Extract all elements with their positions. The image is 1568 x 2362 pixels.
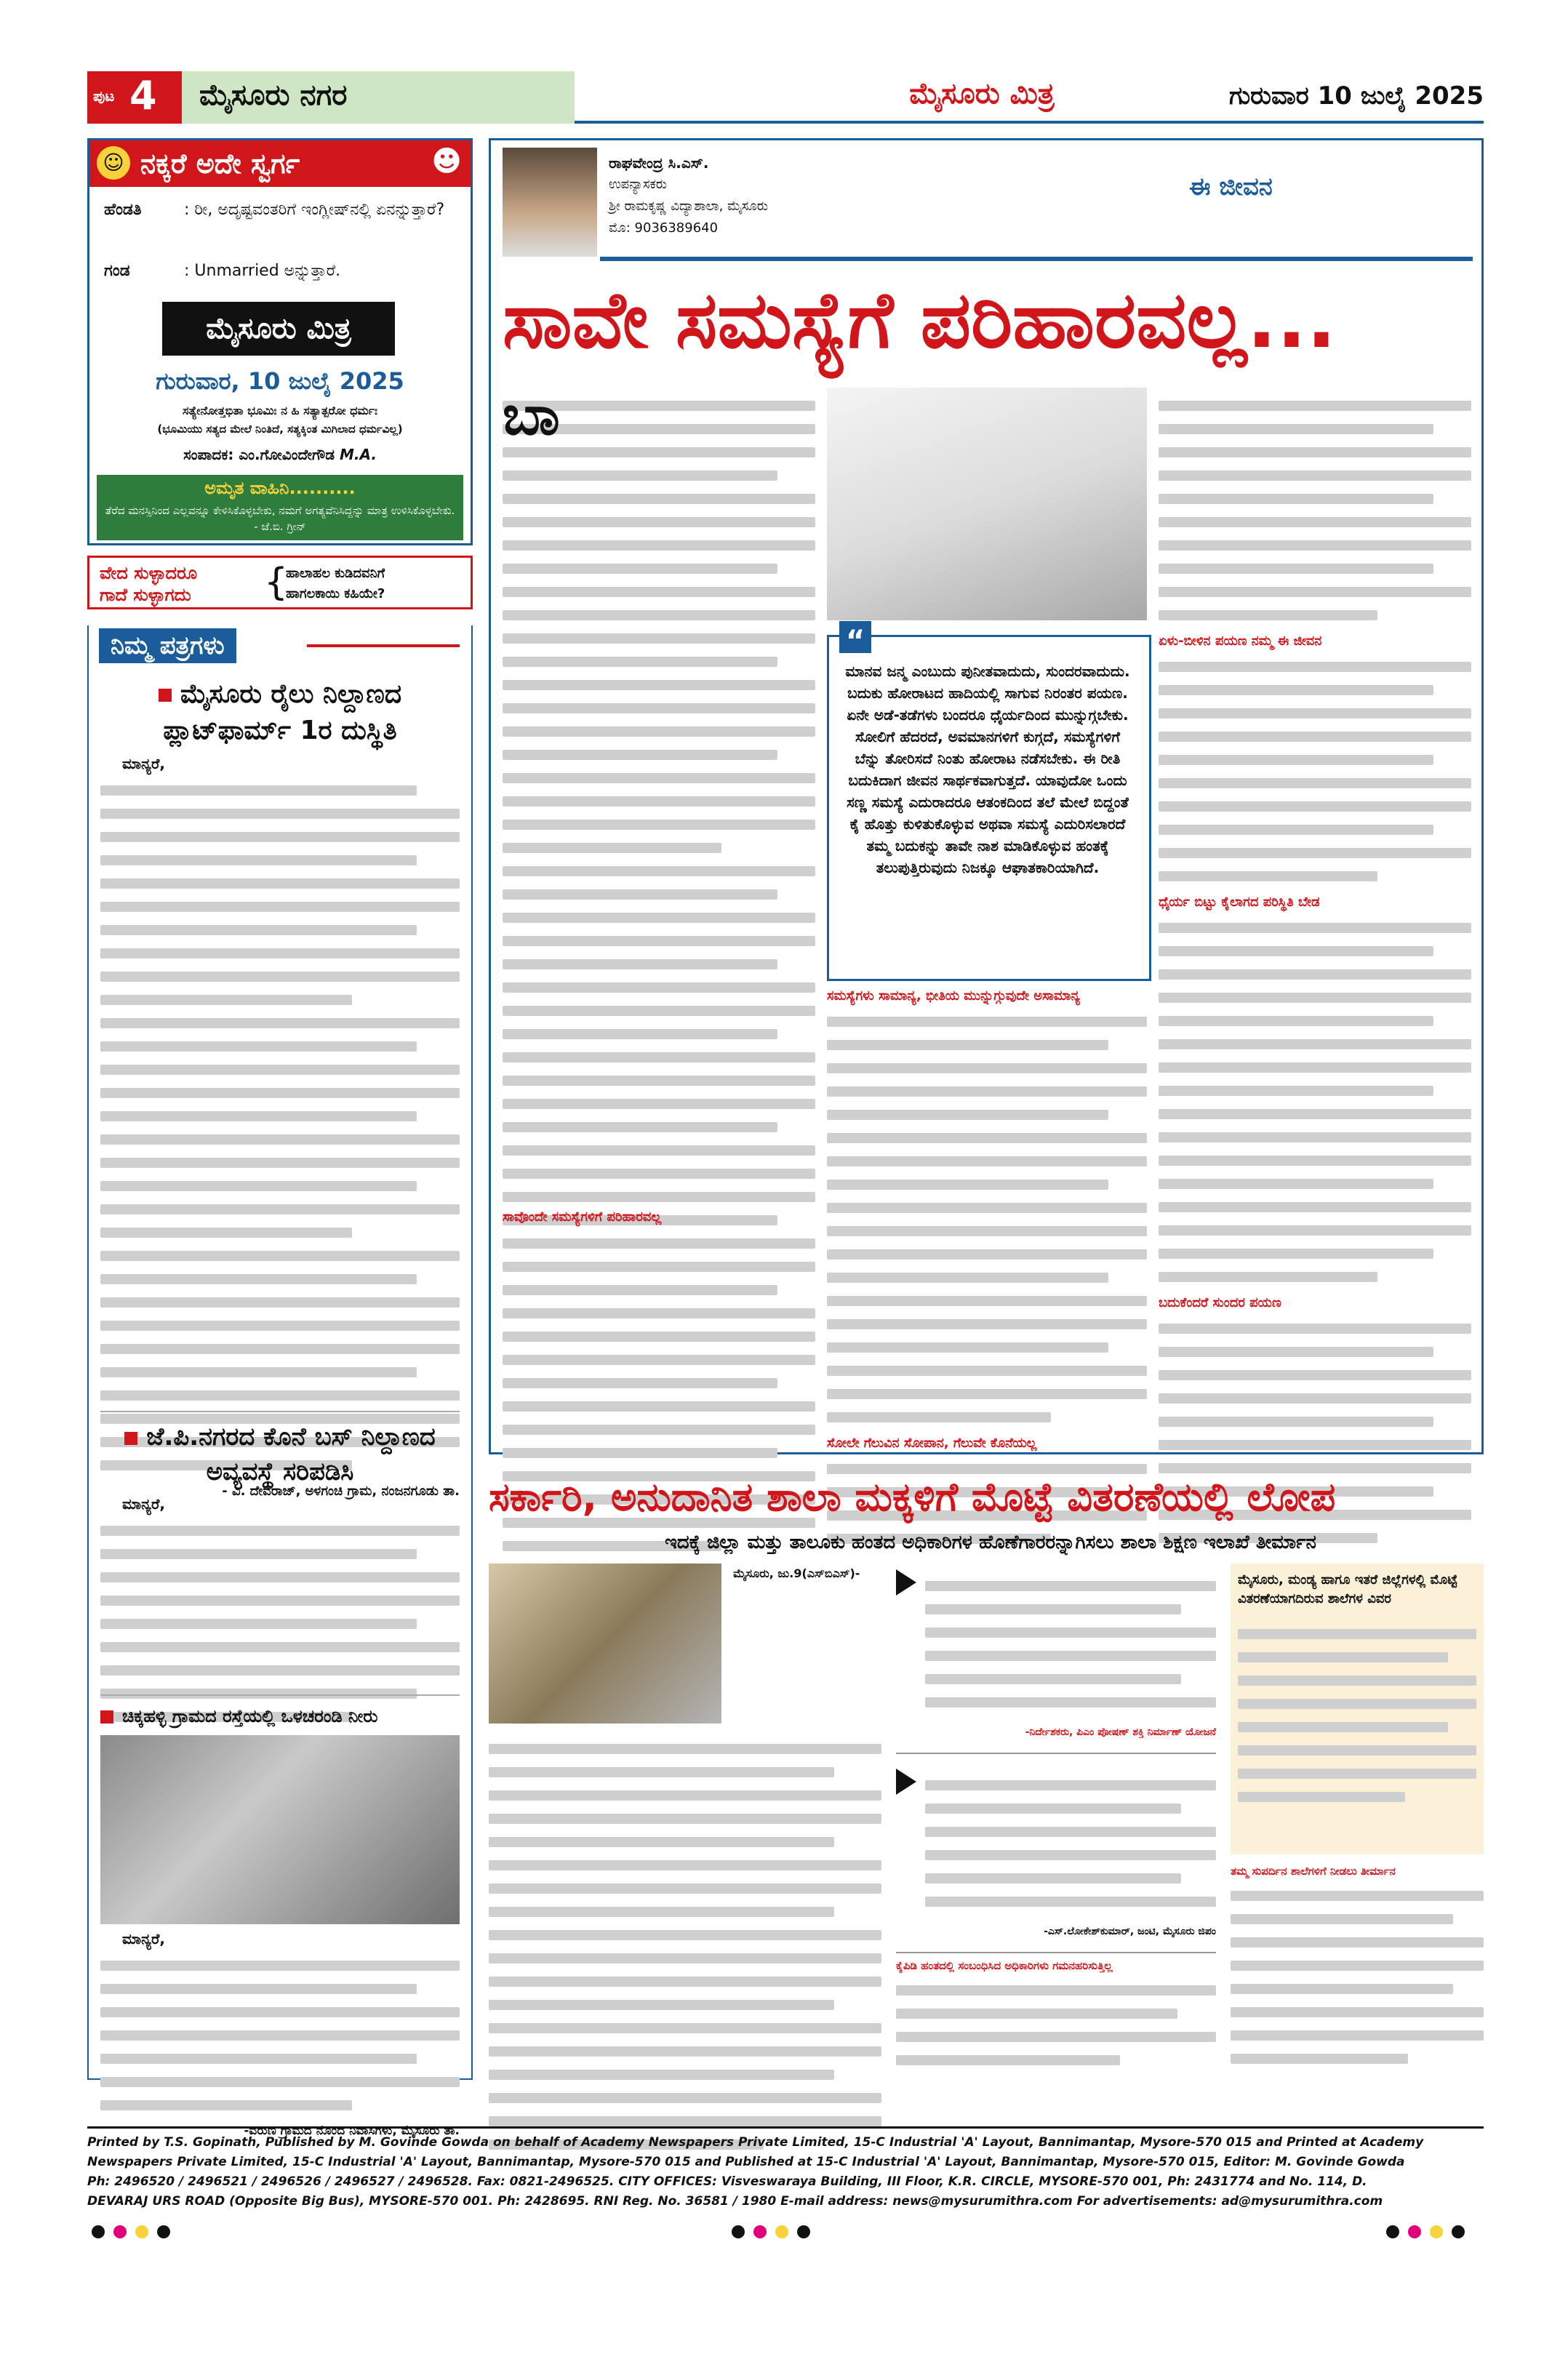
pullquote-box [827, 625, 1151, 981]
veda-left-1: ವೇದ ಸುಳ್ಳಾದರೂ [100, 563, 198, 583]
letter-3-title [100, 1703, 460, 1729]
article-photo [827, 388, 1147, 620]
scarecrow-icon: ☻ [431, 145, 462, 178]
sidebar-title: ಮೈಸೂರು, ಮಂಡ್ಯ ಹಾಗೂ ಇತರೆ ಜಿಲ್ಲೆಗಳಲ್ಲಿ ಮೊಟ್ಟೆ ವಿತರಣೆಯಾಗದಿರುವ ಶಾಲೆಗಳ ವಿವರ [1238, 1572, 1458, 1606]
joke-title-bar [89, 140, 471, 187]
yellow-dot-icon [135, 2225, 148, 2238]
box-2-signature: -ಎಸ್.ಲೋಕೇಶ್‌ಕುಮಾರ್, ಜಂಟಿ, ಮೈಸೂರು ಜಿಪಂ [1044, 1926, 1216, 1937]
dropcap: ಬಾ [503, 383, 560, 447]
article-col-1 [503, 383, 815, 1564]
black-dot-icon [92, 2225, 105, 2238]
author-photo [503, 148, 597, 257]
black-dot-icon [1386, 2225, 1399, 2238]
page-label: ಪುಟ [93, 87, 115, 105]
letter-1-body [100, 785, 460, 1470]
quote-icon: “ [839, 621, 871, 653]
magenta-dot-icon [753, 2225, 767, 2238]
letter-1-title-text: ಮೈಸೂರು ರೈಲು ನಿಲ್ದಾಣದ ಪ್ಲಾಟ್‌ಫಾರ್ಮ್ 1ರ ದುಸ್ಥಿತಿ [163, 679, 402, 745]
section-name-bar [182, 71, 575, 124]
mini-logo: ಮೈಸೂರು ಮಿತ್ರ [162, 302, 395, 356]
registration-dots-left [87, 2225, 175, 2241]
author-block [609, 152, 768, 239]
letter-3-title-text: ಚಿಕ್ಕಹಳ್ಳಿ ಗ್ರಾಮದ ರಸ್ತೆಯಲ್ಲಿ ಒಳಚರಂಡಿ ನೀರು [122, 1706, 378, 1726]
registration-dots-center [727, 2225, 815, 2241]
joke-text-1: : ರೀ, ಅದೃಷ್ಟವಂತರಿಗೆ ಇಂಗ್ಲೀಷ್‌ನಲ್ಲಿ ಏನನ್ನುತ್ತಾರೆ? [184, 201, 445, 219]
joke-line-1 [104, 199, 460, 222]
play-arrow-icon [896, 1769, 916, 1795]
article-col-2 [827, 984, 1147, 1557]
veda-left-2: ಗಾದೆ ಸುಳ್ಳಾಗದು [100, 585, 191, 605]
imprint-line-1: Printed by T.S. Gopinath, Published by M. Govinde Gowda on behalf of Academy Newspapers Private Limited, 15-C Industrial 'A' Layout, Bannimantap, Mysore-570 015 and Printed at Academy [87, 2135, 1424, 2150]
sub-red-1: ಕೈಪಿಡಿ ಹಂತದಲ್ಲಿ ಸಂಬಂಧಿಸಿದ ಅಧಿಕಾರಿಗಳು ಗಮನಹರಿಸುತ್ತಿಲ್ಲ [896, 1959, 1113, 1972]
editor-degree: M.A. [339, 446, 377, 463]
veda-right-1: ಹಾಲಾಹಲ ಕುಡಿದವನಿಗೆ [286, 566, 385, 581]
letter-3-body [100, 1961, 460, 2110]
joke-box [87, 138, 473, 545]
letter-3-salutation: ಮಾನ್ಯರೆ, [122, 1930, 165, 1947]
veda-right [286, 564, 385, 604]
article-col-3 [1159, 388, 1471, 1556]
imprint-footer [87, 2126, 1484, 2214]
pullquote-text: ಮಾನವ ಜನ್ಮ ಎಂಬುದು ಪುನೀತವಾದುದು, ಸುಂದರವಾದುದು. ಬದುಕು ಹೋರಾಟದ ಹಾದಿಯಲ್ಲಿ ಸಾಗುವ ನಿರಂತರ ಪಯಣ. ಏನೇ ಅಡೆ-ತಡೆಗಳು ಬಂದರೂ ಧೈರ್ಯದಿಂದ ಮುನ್ನುಗ್ಗಬೇಕು. ಸೋಲಿಗೆ ಹೆದರದೆ, ಅವಮಾನಗಳಿಗೆ ಕುಗ್ಗದೆ, ಸಮಸ್ಯೆಗಳಿಗೆ ಬೆನ್ನು ತೋರಿಸದೆ ನಿಂತು ಹೋರಾಟ ನಡೆಸಬೇಕು. ಈ ರೀತಿ ಬದುಕಿದಾಗ ಜೀವನ ಸಾರ್ಥಕವಾಗುತ್ತದೆ. ಯಾವುದೋ ಒಂದು ಸಣ್ಣ ಸಮಸ್ಯೆ ಎದುರಾದರೂ ಆತಂಕದಿಂದ ತಲೆ ಮೇಲೆ ಬಿದ್ದಂತೆ ಕೈ ಹೊತ್ತು ಕುಳಿತುಕೊಳ್ಳುವ ಅಥವಾ ಸಮಸ್ಯೆ ಎದುರಿಸಲಾರದೆ ತಮ್ಮ ಬದುಕನ್ನು ತಾವೇ ನಾಶ ಮಾಡಿಕೊಳ್ಳುವ ಹಂತಕ್ಕೆ ತಲುಪುತ್ತಿರುವುದು ನಿಜಕ್ಕೂ ಆಘಾತಕಾರಿಯಾಗಿದೆ. [845, 662, 1130, 876]
letters-title: ನಿಮ್ಮ ಪತ್ರಗಳು [99, 628, 236, 663]
registration-dots-right [1382, 2225, 1469, 2241]
subhead-6: ಬದುಕೆಂದರೆ ಸುಂದರ ಪಯಣ [1159, 1295, 1281, 1310]
editor-name: ಎಂ.ಗೋವಿಂದೇಗೌಡ [239, 446, 335, 463]
veda-left [100, 562, 197, 606]
joke-title: ನಕ್ಕರೆ ಅದೇ ಸ್ವರ್ಗ [140, 148, 300, 180]
school-box-2 [896, 1763, 1216, 1953]
subhead-3: ಸೋಲೇ ಗೆಲುವಿನ ಸೋಪಾನ, ಗೆಲುವೇ ಕೊನೆಯಲ್ಲ [827, 1436, 1037, 1451]
masthead-date: ಗುರುವಾರ, 10 ಜುಲೈ 2025 [156, 367, 404, 395]
letter-1 [100, 676, 460, 1499]
section-name: ಮೈಸೂರು ನಗರ [199, 79, 348, 112]
black-dot-icon [732, 2225, 745, 2238]
letter-3-photo [100, 1735, 460, 1924]
main-article [489, 138, 1484, 1454]
subhead-1: ಸಮಸ್ಯೆಗಳು ಸಾಮಾನ್ಯ, ಭೀತಿಯ ಮುನ್ನುಗ್ಗುವುದೇ ಅಸಾಮಾನ್ಯ [827, 988, 1080, 1004]
letter-1-signature: - ವಿ. ದೇವರಾಜ್, ಅಳಗಂಚಿ ಗ್ರಾಮ, ನಂಜನಗೂಡು ತಾ. [222, 1484, 460, 1499]
letters-title-bar [89, 625, 471, 666]
letter-2-title-text: ಜೆ.ಪಿ.ನಗರದ ಕೊನೆ ಬಸ್ ನಿಲ್ದಾಣದ ಅವ್ಯವಸ್ಥೆ ಸರಿಪಡಿಸಿ [146, 1422, 436, 1486]
school-col-2 [896, 1959, 1216, 2078]
magenta-dot-icon [113, 2225, 127, 2238]
yellow-dot-icon [775, 2225, 788, 2238]
school-sidebar [1231, 1564, 1484, 1854]
author-phone: ಮೊ: 9036389640 [609, 220, 719, 236]
imprint-line-2: Newspapers Private Limited, 15-C Industrial 'A' Layout, Bannimantap, Mysore-570 015 and Published at 15-C Industrial 'A' Layout, Bannimantap, Mysore-570 015, Editor: M. Govinde Gowda [87, 2155, 1405, 2169]
letter-3 [100, 1694, 460, 2138]
motto-translation: (ಭೂಮಿಯು ಸತ್ಯದ ಮೇಲೆ ನಿಂತಿದೆ, ಸತ್ಯಕ್ಕಿಂತ ಮಿಗಿಲಾದ ಧರ್ಮವಿಲ್ಲ) [157, 423, 403, 436]
author-name: ರಾಘವೇಂದ್ರ ಸಿ.ಎಸ್. [609, 154, 709, 172]
veda-box [87, 556, 473, 609]
letter-2-body [100, 1526, 460, 1722]
veda-right-2: ಹಾಗಲಕಾಯಿ ಕಹಿಯೇ? [286, 586, 385, 601]
school-headline: ಸರ್ಕಾರಿ, ಅನುದಾನಿತ ಶಾಲಾ ಮಕ್ಕಳಿಗೆ ಮೊಟ್ಟೆ ವಿತರಣೆಯಲ್ಲಿ ಲೋಪ [489, 1474, 1336, 1520]
school-col-1 [489, 1731, 881, 2163]
letter-1-salutation: ಮಾನ್ಯರೆ, [122, 755, 165, 772]
subhead-5: ಧೈರ್ಯ ಬಿಟ್ಟು ಕೈಲಾಗದ ಪರಿಸ್ಥಿತಿ ಬೇಡ [1159, 894, 1320, 910]
motto-line: ಸತ್ಯೇನೋತ್ತಭಿತಾ ಭೂಮಿಃ ನ ಹಿ ಸತ್ಯಾತ್ಪರೋ ಧರ್ಮಃ [183, 404, 377, 417]
letter-2-salutation: ಮಾನ್ಯರೆ, [122, 1495, 165, 1513]
letters-section [87, 625, 473, 2138]
school-box-1 [896, 1564, 1216, 1754]
joke-speaker-2: ಗಂಡ [104, 262, 130, 280]
letter-2-title [100, 1420, 460, 1489]
amrutha-box [97, 475, 463, 540]
school-news [489, 1472, 1484, 2119]
play-arrow-icon [896, 1569, 916, 1596]
school-photo [489, 1564, 721, 1724]
school-col-3 [1231, 1865, 1484, 2077]
page-number: 4 [129, 73, 157, 119]
school-subhead: ಇದಕ್ಕೆ ಜಿಲ್ಲಾ ಮತ್ತು ತಾಲೂಕು ಹಂತದ ಅಧಿಕಾರಿಗಳ ಹೊಣೆಗಾರರನ್ನಾಗಿಸಲು ಶಾಲಾ ಶಿಕ್ಷಣ ಇಲಾಖೆ ತೀರ್ಮಾನ [664, 1532, 1317, 1553]
subhead-4: ಏಳು-ಬೀಳಿನ ಪಯಣ ನಮ್ಮ ಈ ಜೀವನ [1159, 633, 1322, 649]
header-rule [575, 121, 1484, 124]
page-header [87, 71, 1484, 124]
black-dot-icon [1452, 2225, 1465, 2238]
editor-label: ಸಂಪಾದಕ: [183, 446, 234, 463]
headline-rule [600, 257, 1473, 261]
header-date: ಗುರುವಾರ 10 ಜುಲೈ 2025 [1228, 81, 1484, 111]
bullet-icon [159, 689, 172, 702]
amrutha-title: ಅಮೃತ ವಾಹಿನಿ.......... [204, 478, 356, 498]
black-dot-icon [797, 2225, 810, 2238]
article-headline: ಸಾವೇ ಸಮಸ್ಯೆಗೆ ಪರಿಹಾರವಲ್ಲ... [503, 275, 1337, 366]
sub-red-2: ತಮ್ಮ ಸುಪರ್ದಿನ ಶಾಲೆಗಳಿಗೆ ನೀಡಲು ತೀರ್ಮಾನ [1231, 1865, 1396, 1878]
joke-speaker-1: ಹೆಂಡತಿ [104, 201, 142, 219]
laugh-icon: ☺ [97, 146, 130, 180]
author-org: ಶ್ರೀ ರಾಮಕೃಷ್ಣ ವಿದ್ಯಾಶಾಲಾ, ಮೈಸೂರು [609, 199, 769, 214]
black-dot-icon [157, 2225, 170, 2238]
magenta-dot-icon [1408, 2225, 1421, 2238]
amrutha-quote: ತೆರೆದ ಮನಸ್ಸಿನಿಂದ ಎಲ್ಲವನ್ನೂ ಕೇಳಿಸಿಕೊಳ್ಳಬೇಕು, ನಮಗೆ ಅಗತ್ಯವೆನಿಸಿದ್ದನ್ನು ಮಾತ್ರ ಉಳಿಸಿಕೊಳ್ಳಬೇಕು. - ಜೆ.ಬಿ. ಗ್ರೀನ್ [105, 504, 455, 533]
yellow-dot-icon [1430, 2225, 1443, 2238]
letter-3-signature: -ವರುಣ ಗ್ರಾಮದ ನೊಂದ ನಿವಾಸಿಗಳು, ಮೈಸೂರು ತಾ. [244, 2123, 460, 2138]
letters-title-rule [307, 644, 460, 647]
imprint-line-3: Ph: 2496520 / 2496521 / 2496526 / 2496527 / 2496528. Fax: 0821-2496525. CITY OFFICES: Visveswaraya Building, III Floor, K.R. CIRCLE, MYSORE-570 001, Ph: 2431774 and No. 114, D. [87, 2174, 1367, 2189]
joke-text-2: : Unmarried ಅನ್ನುತ್ತಾರೆ. [184, 262, 341, 280]
bullet-icon [100, 1710, 113, 1724]
box-1-signature: -ನಿರ್ದೇಶಕರು, ಪಿಎಂ ಪೋಷಣ್ ಶಕ್ತಿ ನಿರ್ಮಾಣ್ ಯೋಜನೆ [1025, 1726, 1216, 1738]
imprint-line-4: DEVARAJ URS ROAD (Opposite Big Bus), MYSORE-570 001. Ph: 2428695. RNI Reg. No. 36581 / 1980 E-mail address: news@mysurumithra.com For advertisements: ad@mysurumithra.com [87, 2194, 1383, 2209]
column-name: ಈ ಜೀವನ [1189, 172, 1273, 201]
joke-line-2 [104, 260, 460, 283]
veda-brace: { [264, 561, 289, 604]
bullet-icon [124, 1432, 137, 1445]
letter-1-title [100, 676, 460, 749]
author-role: ಉಪನ್ಯಾಸಕರು [609, 177, 667, 192]
school-dateline: ಮೈಸೂರು, ಜು.9(ಎಸ್‌ಬಿಎಸ್)- [733, 1566, 860, 1580]
subhead-2: ಸಾವೊಂದೇ ಸಮಸ್ಯೆಗಳಿಗೆ ಪರಿಹಾರವಲ್ಲ [503, 1209, 662, 1225]
editor-credit [89, 446, 471, 463]
page-number-badge [87, 71, 182, 124]
paper-name: ಮೈಸೂರು ಮಿತ್ರ [909, 77, 1055, 111]
